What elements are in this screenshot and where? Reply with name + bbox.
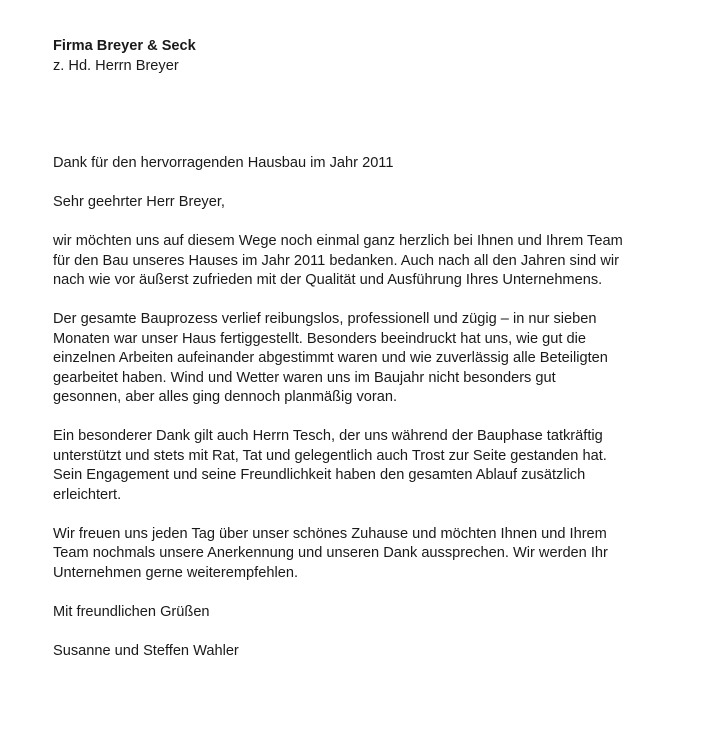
paragraph-line: Team nochmals unsere Anerkennung und unseren Dank aussprechen. Wir werden Ihr bbox=[53, 545, 608, 561]
paragraph-line: gearbeitet haben. Wind und Wetter waren uns im Baujahr nicht besonders gut bbox=[53, 369, 556, 386]
paragraph-line: nach wie vor äußerst zufrieden mit der Qualität und Ausführung Ihres Unternehmens. bbox=[53, 272, 603, 288]
paragraph-line: für den Bau unseres Hauses im Jahr 2011 bedanken. Auch nach all den Jahren sind wir bbox=[53, 252, 619, 269]
recipient-company: Firma Breyer & Seck bbox=[53, 38, 196, 54]
letter-page bbox=[53, 37, 673, 659]
signature: Susanne und Steffen Wahler bbox=[53, 642, 239, 659]
paragraph-line: Ein besonderer Dank gilt auch Herrn Tesch, der uns während der Bauphase tatkräftig bbox=[53, 428, 603, 444]
salutation bbox=[53, 193, 673, 213]
paragraph-3 bbox=[53, 427, 673, 505]
paragraph-line: Monaten war unser Haus fertiggestellt. Besonders beeindruckt hat uns, wie gut die bbox=[53, 330, 586, 347]
closing-phrase: Mit freundlichen Grüßen bbox=[53, 603, 210, 620]
paragraph-line: Unternehmen gerne weiterempfehlen. bbox=[53, 564, 298, 581]
paragraph-line: wir möchten uns auf diesem Wege noch einmal ganz herzlich bei Ihnen und Ihrem Team bbox=[53, 233, 623, 249]
paragraph-line: erleichtert. bbox=[53, 486, 122, 503]
recipient-attention: z. Hd. Herrn Breyer bbox=[53, 57, 179, 74]
paragraph-line: Der gesamte Bauprozess verlief reibungslos, professionell und zügig – in nur sieben bbox=[53, 311, 597, 327]
paragraph-line: einzelnen Arbeiten aufeinander abgestimmt waren und wie zuverlässig alle Beteiligten bbox=[53, 350, 608, 366]
paragraph-2 bbox=[53, 310, 673, 408]
paragraph-line: gesonnen, aber alles ging dennoch planmäßig voran. bbox=[53, 389, 398, 405]
letter-subject: Dank für den hervorragenden Hausbau im Jahr 2011 bbox=[53, 155, 394, 171]
paragraph-line: Sein Engagement und seine Freundlichkeit haben den gesamten Ablauf zusätzlich bbox=[53, 467, 586, 483]
recipient-address-block bbox=[53, 37, 673, 76]
paragraph-line: Wir freuen uns jeden Tag über unser schönes Zuhause und möchten Ihnen und Ihrem bbox=[53, 525, 607, 542]
paragraph-line: unterstützt und stets mit Rat, Tat und gelegentlich auch Trost zur Seite gestanden hat. bbox=[53, 447, 607, 464]
paragraph-1 bbox=[53, 232, 673, 291]
paragraph-4 bbox=[53, 525, 673, 584]
salutation-text: Sehr geehrter Herr Breyer, bbox=[53, 194, 225, 210]
letter-body bbox=[53, 193, 673, 681]
